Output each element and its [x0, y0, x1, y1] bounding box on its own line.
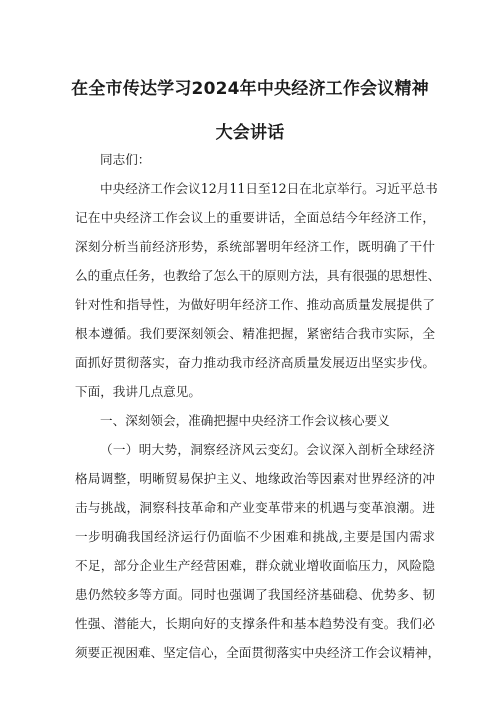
body-line: 根本遵循。我们要深刻领会、精准把握，紧密结合我市实际，全 [75, 326, 435, 341]
subsection-line: （一）明大势，洞察经济风云变幻。会议深入剖析全球经济 [100, 442, 435, 457]
document-title-line-1: 在全市传达学习2024年中央经济工作会议精神 [71, 79, 429, 99]
body-line: 须要正视困难、坚定信心，全面贯彻落实中央经济工作会议精神， [75, 645, 441, 660]
document-title-line-2: 大会讲话 [215, 123, 285, 143]
section-heading: 一、深刻领会，准确把握中央经济工作会议核心要义 [100, 413, 390, 428]
body-line: 下面，我讲几点意见。 [75, 384, 201, 399]
body-line: 面抓好贯彻落实，奋力推动我市经济高质量发展迈出坚实步伐。 [75, 355, 435, 370]
salutation: 同志们： [100, 152, 151, 167]
body-line: 患仍然较多等方面。同时也强调了我国经济基础稳、优势多、韧 [75, 587, 435, 602]
body-line: 击与挑战，洞察科技革命和产业变革带来的机遇与变革浪潮。进 [75, 500, 435, 515]
body-line: 性强、潜能大，长期向好的支撑条件和基本趋势没有变。我们必 [75, 616, 435, 631]
body-line: 不足，部分企业生产经营困难，群众就业增收面临压力，风险隐 [75, 558, 435, 573]
body-line: 格局调整，明晰贸易保护主义、地缘政治等因素对世界经济的冲 [75, 471, 435, 486]
body-line: 中央经济工作会议12月11日至12日在北京举行。习近平总书 [100, 181, 438, 196]
body-line: 记在中央经济工作会议上的重要讲话，全面总结今年经济工作， [75, 210, 435, 225]
body-line: 一步明确我国经济运行仍面临不少困难和挑战,主要是国内需求 [75, 529, 435, 544]
body-line: 么的重点任务，也教给了怎么干的原则方法，具有很强的思想性、 [75, 268, 441, 283]
body-line: 针对性和指导性，为做好明年经济工作、推动高质量发展提供了 [75, 297, 435, 312]
body-line: 深刻分析当前经济形势，系统部署明年经济工作，既明确了干什 [75, 239, 435, 254]
